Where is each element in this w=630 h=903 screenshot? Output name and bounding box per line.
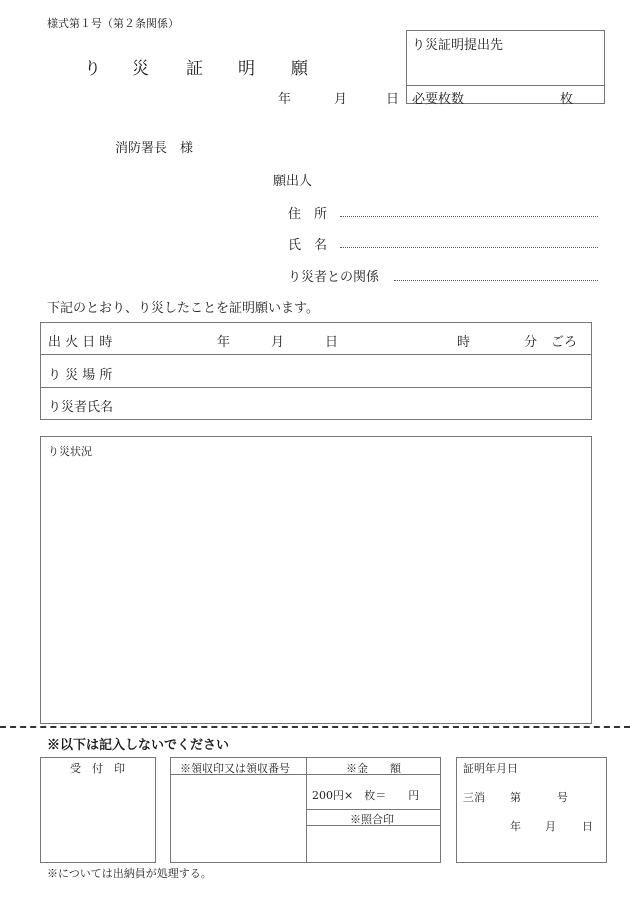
situation-box[interactable] [40, 436, 592, 724]
relation-field[interactable] [394, 280, 598, 281]
date-year: 年 [278, 92, 292, 107]
cert-month: 月 [545, 820, 556, 833]
office-notice: ※以下は記入しないでください [47, 738, 230, 753]
reception-stamp-label: 受 付 印 [70, 762, 125, 775]
cert-prefix: 三消 [463, 791, 485, 804]
title-char: 災 [132, 59, 149, 79]
copies-label: 必要枚数 [412, 92, 465, 107]
date-day: 日 [386, 92, 400, 107]
address-label: 住 所 [288, 207, 328, 222]
addressee: 消防署長 様 [115, 141, 194, 156]
fire-hour: 時 [457, 335, 471, 350]
fire-day: 日 [325, 335, 339, 350]
divider [306, 809, 441, 810]
fire-approx: ごろ [551, 335, 578, 350]
cert-year: 年 [510, 820, 521, 833]
title-char: 明 [238, 59, 255, 79]
applicant-heading: 願出人 [273, 174, 313, 189]
date-month: 月 [334, 92, 348, 107]
destination-label: り災証明提出先 [412, 38, 504, 53]
statement: 下記のとおり、り災したことを証明願います。 [47, 301, 319, 316]
relation-label: り災者との関係 [288, 270, 380, 285]
footnote: ※については出納員が処理する。 [47, 867, 212, 880]
divider [40, 387, 592, 388]
location-label: り 災 場 所 [48, 368, 113, 383]
cert-dai: 第 [510, 791, 521, 804]
cert-go: 号 [557, 791, 568, 804]
divider [40, 354, 592, 355]
page-title [84, 54, 308, 79]
amount-label: ※金 額 [346, 762, 401, 775]
form-id: 様式第１号（第２条関係） [47, 17, 179, 30]
title-char: 証 [186, 59, 203, 79]
fire-month: 月 [271, 335, 285, 350]
divider [406, 85, 605, 86]
title-char: り [84, 59, 101, 79]
name-field[interactable] [340, 247, 598, 248]
situation-label: り災状況 [48, 445, 92, 458]
fire-datetime-label: 出 火 日 時 [48, 335, 113, 350]
title-char: 願 [291, 59, 308, 79]
victim-name-label: り災者氏名 [48, 400, 114, 415]
details-table [40, 322, 592, 420]
amount-formula: 200円× 枚＝ 円 [312, 789, 420, 802]
copies-unit: 枚 [560, 92, 574, 107]
cert-date-label: 証明年月日 [463, 762, 518, 775]
fire-year: 年 [217, 335, 231, 350]
receipt-label: ※領収印又は領収番号 [180, 762, 290, 775]
cert-day: 日 [582, 820, 593, 833]
fire-minute: 分 [524, 335, 538, 350]
divider [306, 757, 307, 863]
collation-stamp-label: ※照合印 [350, 813, 394, 826]
address-field[interactable] [340, 216, 598, 217]
cut-line [0, 726, 630, 728]
name-label: 氏 名 [288, 238, 328, 253]
